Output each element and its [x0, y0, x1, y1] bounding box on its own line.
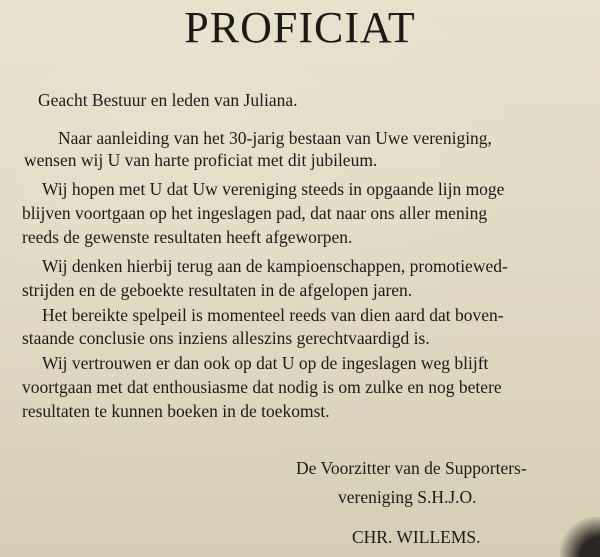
body-line: Wij denken hierbij terug aan de kampioenschappen, promotiewed-: [42, 256, 508, 276]
signature-name: CHR. WILLEMS.: [352, 527, 481, 547]
body-line: strijden en de geboekte resultaten in de afgelopen jaren.: [22, 280, 413, 300]
body-line: voortgaan met dat enthousiasme dat nodig is om zulke en nog betere: [22, 377, 502, 397]
body-line: reeds de gewenste resultaten heeft afgeworpen.: [22, 227, 353, 247]
body-line: wensen wij U van harte proficiat met dit jubileum.: [24, 150, 378, 170]
body-line: Wij hopen met U dat Uw vereniging steeds in opgaande lijn moge: [42, 179, 505, 199]
body-line: staande conclusie ons inziens alleszins gerechtvaardigd is.: [22, 328, 430, 348]
body-line: resultaten te kunnen boeken in de toekomst.: [22, 401, 330, 421]
signature-organization: vereniging S.H.J.O.: [338, 487, 477, 507]
body-line: Wij vertrouwen er dan ook op dat U op de ingeslagen weg blijft: [42, 353, 489, 373]
salutation: Geacht Bestuur en leden van Juliana.: [38, 90, 298, 110]
body-line: Naar aanleiding van het 30-jarig bestaan van Uwe vereniging,: [58, 128, 492, 148]
signature-title: De Voorzitter van de Supporters-: [296, 458, 527, 478]
body-line: blijven voortgaan op het ingeslagen pad, dat naar ons aller mening: [22, 203, 488, 223]
page-title: PROFICIAT: [184, 3, 416, 52]
body-line: Het bereikte spelpeil is momenteel reeds van dien aard dat boven-: [42, 305, 504, 325]
